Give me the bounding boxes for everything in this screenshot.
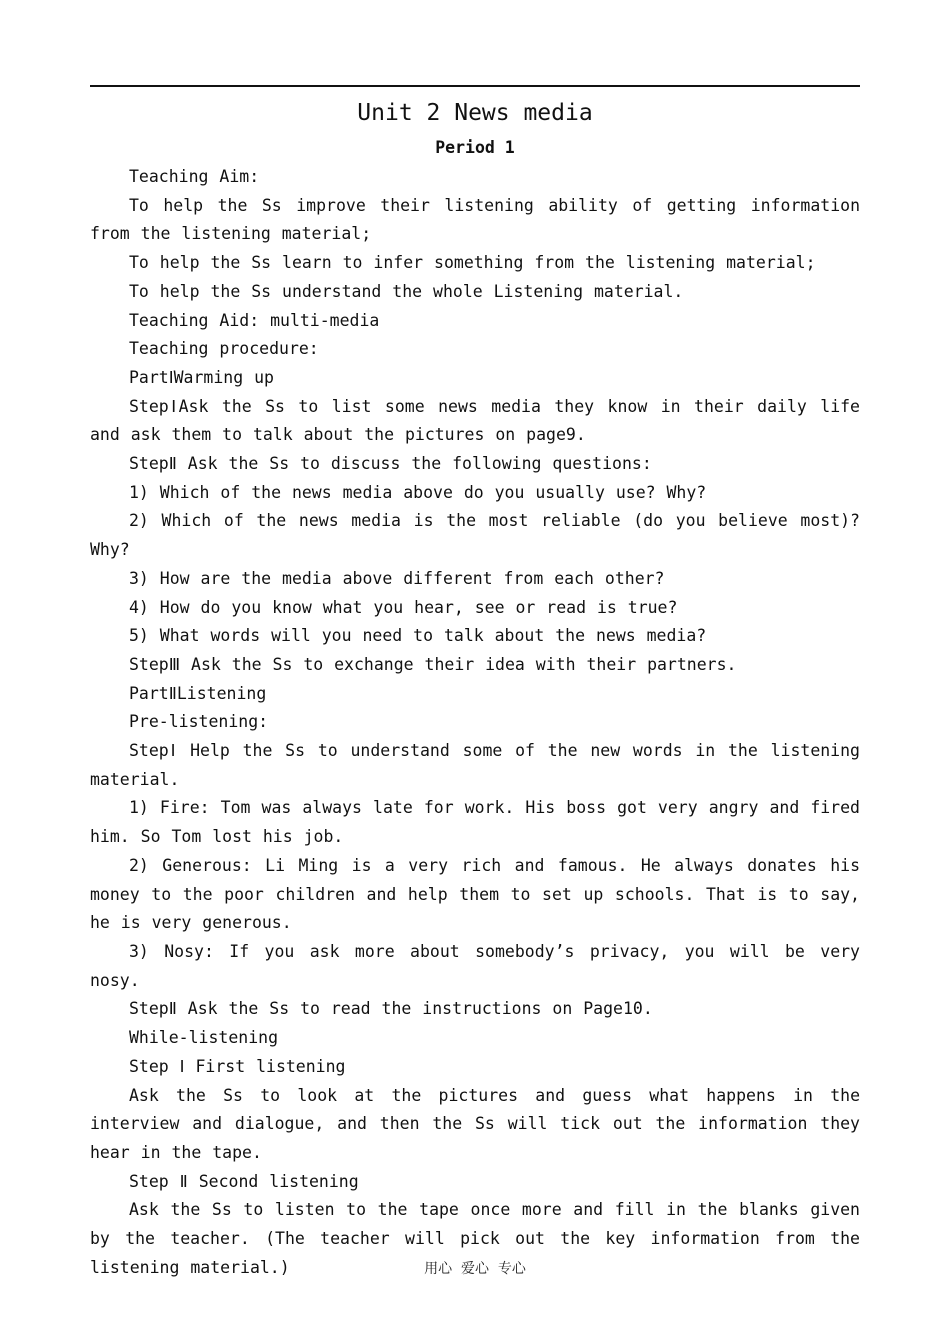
paragraph: 3) How are the media above different from each other? xyxy=(129,568,665,588)
paragraph: Step Ⅱ Second listening xyxy=(129,1171,359,1191)
paragraph: Teaching Aim: xyxy=(129,167,260,186)
paragraph: To help the Ss improve their listening ability of getting information from the listening material; xyxy=(90,195,871,244)
paragraph: 1) Which of the news media above do you usually use? Why? xyxy=(129,482,707,502)
paragraph: 2) Generous: Li Ming is a very rich and famous. He always donates his money to the poor children and help them to set up schools. That is to say, he is very generous. xyxy=(90,855,871,933)
paragraph: PartⅡListening xyxy=(129,683,267,703)
document-body xyxy=(90,163,871,1282)
paragraph: To help the Ss learn to infer something from the listening material; xyxy=(129,253,816,273)
paragraph: 3) Nosy: If you ask more about somebody’s privacy, you will be very nosy. xyxy=(90,941,871,990)
document-subtitle: Period 1 xyxy=(435,138,515,157)
paragraph: PartⅠWarming up xyxy=(129,367,274,387)
paragraph: Teaching Aid: multi-media xyxy=(129,310,380,330)
paragraph: 2) Which of the news media is the most reliable (do you believe most)? Why? xyxy=(90,511,871,560)
paragraph: Step Ⅰ First listening xyxy=(129,1056,346,1076)
paragraph: 4) How do you know what you hear, see or read is true? xyxy=(129,597,678,617)
paragraph: 5) What words will you need to talk about the news media? xyxy=(129,626,707,646)
paragraph: StepⅢ Ask the Ss to exchange their idea with their partners. xyxy=(129,654,737,674)
paragraph: StepⅠ Help the Ss to understand some of the new words in the listening material. xyxy=(90,741,871,789)
paragraph: To help the Ss understand the whole Listening material. xyxy=(129,281,684,301)
header-rule xyxy=(90,85,860,87)
paragraph: While-listening xyxy=(129,1028,279,1048)
paragraph: Ask the Ss to listen to the tape once more and fill in the blanks given by the teacher. (The teacher will pick out the key information from the listening material.) xyxy=(90,1200,871,1277)
page-footer: 用心 爱心 专心 xyxy=(424,1261,526,1277)
paragraph: StepⅠAsk the Ss to list some news media they know in their daily life and ask them to talk about the pictures on page9. xyxy=(90,396,871,445)
paragraph: 1) Fire: Tom was always late for work. His boss got very angry and fired him. So Tom lost his job. xyxy=(90,798,871,847)
paragraph: Ask the Ss to look at the pictures and guess what happens in the interview and dialogue, and then the Ss will tick out the information they hear in the tape. xyxy=(90,1085,871,1162)
paragraph: StepⅡ Ask the Ss to read the instructions on Page10. xyxy=(129,999,653,1019)
paragraph: StepⅡ Ask the Ss to discuss the following questions: xyxy=(129,454,652,474)
document-title: Unit 2 News media xyxy=(357,100,593,126)
paragraph: Pre-listening: xyxy=(129,712,269,732)
paragraph: Teaching procedure: xyxy=(129,339,319,359)
